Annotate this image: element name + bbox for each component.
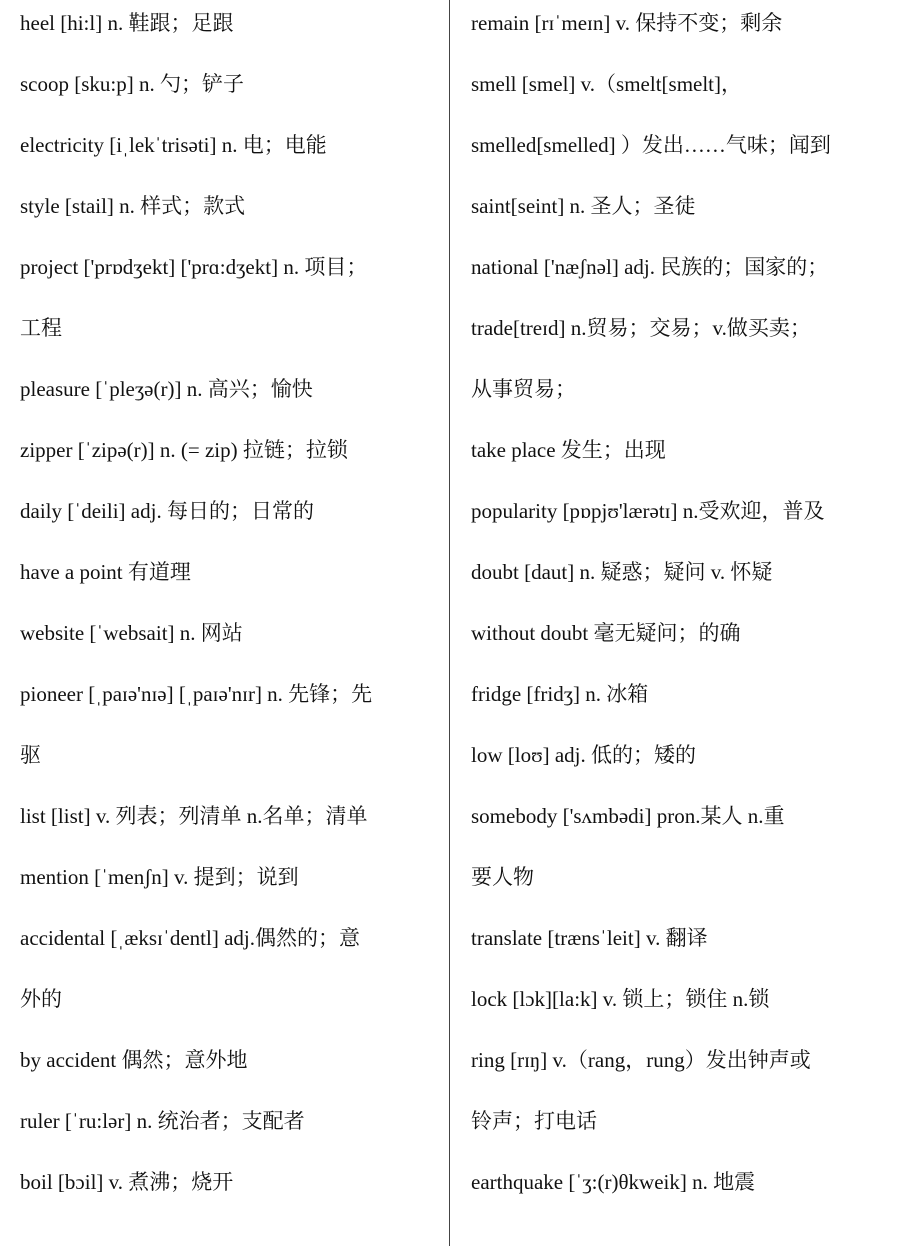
vocab-line: website [ˈwebsait] n. 网站	[20, 621, 243, 645]
vocab-line: low [loʊ] adj. 低的；矮的	[471, 743, 697, 767]
vocab-line: project ['prɒdʒekt] ['prɑ:dʒekt] n. 项目；	[20, 255, 368, 279]
vocab-line: remain [rɪˈmeɪn] v. 保持不变；剩余	[471, 11, 783, 35]
vocab-line: boil [bɔil] v. 煮沸；烧开	[20, 1170, 234, 1194]
vocab-line: ring [rɪŋ] v.（rang，rung）发出钟声或	[471, 1048, 811, 1072]
vocab-line: pleasure [ˈpleʒə(r)] n. 高兴；愉快	[20, 377, 313, 401]
vocab-line-continuation: 工程	[20, 316, 62, 340]
vocab-line: trade[treɪd] n.贸易；交易；v.做买卖；	[471, 316, 811, 340]
vocab-line: scoop [sku:p] n. 勺；铲子	[20, 72, 244, 96]
vocab-line: lock [lɔk][la:k] v. 锁上；锁住 n.锁	[471, 987, 770, 1011]
vocab-line-continuation: 外的	[20, 987, 62, 1011]
vocab-line: translate [trænsˈleit] v. 翻译	[471, 926, 708, 950]
vocab-line: accidental [ˌæksɪˈdentl] adj.偶然的；意	[20, 926, 360, 950]
vocab-line: smell [smel] v.（smelt[smelt]，	[471, 72, 743, 96]
vocab-line: daily [ˈdeili] adj. 每日的；日常的	[20, 499, 314, 523]
vocab-line-continuation: smelled[smelled] ）发出……气味；闻到	[471, 133, 831, 157]
vocab-line-continuation: 要人物	[471, 865, 534, 889]
column-divider	[449, 0, 450, 1246]
vocab-line: have a point 有道理	[20, 560, 191, 584]
vocab-line: by accident 偶然；意外地	[20, 1048, 248, 1072]
vocab-line: without doubt 毫无疑问；的确	[471, 621, 741, 645]
vocab-line: somebody ['sʌmbədi] pron.某人 n.重	[471, 804, 785, 828]
vocab-line: doubt [daut] n. 疑惑；疑问 v. 怀疑	[471, 560, 773, 584]
left-column	[20, 0, 438, 1220]
vocab-line: electricity [iˌlekˈtrisəti] n. 电；电能	[20, 133, 327, 157]
vocab-line-continuation: 驱	[20, 743, 41, 767]
vocab-line-continuation: 铃声；打电话	[471, 1109, 597, 1133]
vocab-line: zipper [ˈzipə(r)] n. (= zip) 拉链；拉锁	[20, 438, 348, 462]
vocab-line: saint[seint] n. 圣人；圣徒	[471, 194, 696, 218]
vocab-line-continuation: 从事贸易；	[471, 377, 576, 401]
vocab-line: take place 发生；出现	[471, 438, 666, 462]
vocab-line: popularity [pɒpjʊ'lærətɪ] n.受欢迎，普及	[471, 499, 825, 523]
vocab-line: national ['næʃnəl] adj. 民族的；国家的；	[471, 255, 829, 279]
vocab-line: heel [hi:l] n. 鞋跟；足跟	[20, 11, 234, 35]
vocab-line: fridge [fridʒ] n. 冰箱	[471, 682, 649, 706]
vocab-line: style [stail] n. 样式；款式	[20, 194, 246, 218]
vocab-line: list [list] v. 列表；列清单 n.名单；清单	[20, 804, 368, 828]
vocab-line: ruler [ˈru:lər] n. 统治者；支配者	[20, 1109, 305, 1133]
right-column	[471, 0, 889, 1220]
vocab-line: mention [ˈmenʃn] v. 提到；说到	[20, 865, 299, 889]
vocab-line: earthquake [ˈʒ:(r)θkweik] n. 地震	[471, 1170, 756, 1194]
vocab-line: pioneer [ˌpaɪə'nɪə] [ˌpaɪə'nɪr] n. 先锋；先	[20, 682, 373, 706]
